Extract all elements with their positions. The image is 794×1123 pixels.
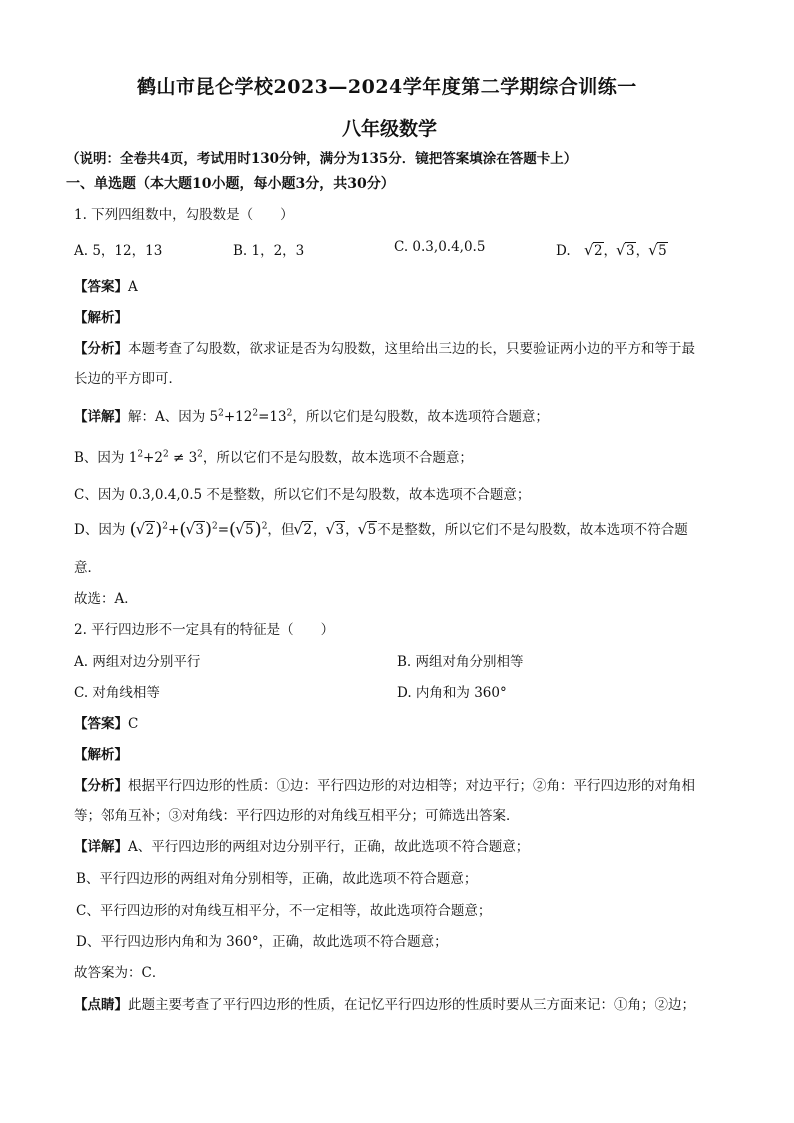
q1-option-a: A. 5，12，13 xyxy=(74,243,163,259)
q2-jiexi-heading: 【解析】 xyxy=(74,747,128,763)
sqrt-3: √ 3 xyxy=(617,243,636,259)
q2-detail-c: C、平行四边形的对角线互相平分，不一定相等，故此选项符合题意； xyxy=(76,903,492,919)
document-subtitle: 八年级数学 xyxy=(342,118,438,140)
q2-option-b: B. 两组对角分别相等 xyxy=(397,654,524,670)
q1-option-d: D. √ 2，√ 3，√ 5 xyxy=(556,239,668,259)
q2-dianjing: 【点睛】此题主要考查了平行四边形的性质，在记忆平行四边形的性质时要从三方面来记：①角；②边； xyxy=(74,997,695,1013)
q2-detail-a: 【详解】A、平行四边形的两组对边分别平行，正确，故此选项不符合题意； xyxy=(74,839,530,855)
q2-answer: 【答案】C xyxy=(74,716,139,732)
q2-detail-b: B、平行四边形的两组对角分别相等，正确，故此选项不符合题意； xyxy=(76,871,478,887)
q2-option-a: A. 两组对边分别平行 xyxy=(74,654,201,670)
sqrt-5: √ 5 xyxy=(649,243,668,259)
question-1-stem: 1. 下列四组数中，勾股数是（ ） xyxy=(74,207,294,223)
q1-option-d-label: D. xyxy=(556,243,571,259)
q1-detail-c: C、因为 0.3,0.4,0.5 不是整数，所以它们不是勾股数，故本选项不合题意； xyxy=(74,487,531,503)
question-2-stem: 2. 平行四边形不一定具有的特征是（ ） xyxy=(74,622,335,638)
q1-jiexi-heading: 【解析】 xyxy=(74,310,128,326)
section-heading: 一、单选题（本大题10小题，每小题3分，共30分） xyxy=(66,176,395,192)
q1-answer: 【答案】A xyxy=(74,279,138,295)
q1-analysis-line-2: 长边的平方即可． xyxy=(74,371,182,387)
document-title: 鹤山市昆仑学校2023—2024学年度第二学期综合训练一 xyxy=(137,76,637,98)
q1-detail-a: 【详解】解：A、因为 $5^2+12^2=13^2$，所以它们是勾股数，故本选项符合题意； xyxy=(74,408,549,425)
q1-detail-b: B、因为 $1^2+2^2 \ne 3^2$，所以它们不是勾股数，故本选项不合题意； xyxy=(74,449,473,466)
q2-analysis-line-2: 等；邻角互补；③对角线：平行四边形的对角线互相平分；可筛选出答案． xyxy=(74,808,520,824)
q1-analysis-line-1: 【分析】本题考查了勾股数，欲求证是否为勾股数，这里给出三边的长，只要验证两小边的平方和等于最 xyxy=(74,341,695,357)
q2-conclusion: 故答案为：C． xyxy=(74,965,166,981)
q1-detail-d: D、因为 (√ 2)$^2$+(√ 3)$^2$=(√ 5)$^2$，但√ 2，√ 3，√ 5不是整数，所以它们不是勾股数，故本选项不符合题 xyxy=(74,518,688,540)
sqrt-2: √ 2 xyxy=(585,243,604,259)
q2-option-d: D. 内角和为 360° xyxy=(397,685,507,701)
sqrt-2-sq: √ 2 xyxy=(137,522,156,538)
q2-analysis-line-1: 【分析】根据平行四边形的性质：①边：平行四边形的对边相等；对边平行；②角：平行四边形的对角相 xyxy=(74,778,695,794)
q2-option-c: C. 对角线相等 xyxy=(74,685,160,701)
q1-option-b: B. 1，2，3 xyxy=(233,243,305,259)
q1-detail-d-line-2: 意． xyxy=(74,560,101,576)
q1-option-c: C. 0.3,0.4,0.5 xyxy=(394,239,486,255)
sqrt-5-sq: √ 5 xyxy=(236,522,255,538)
sqrt-3-sq: √ 3 xyxy=(186,522,205,538)
q1-conclusion: 故选：A． xyxy=(74,591,138,607)
exam-instructions: （说明：全卷共4页，考试用时130分钟，满分为135分．镜把答案填涂在答题卡上） xyxy=(66,151,578,167)
q2-detail-d: D、平行四边形内角和为 360°，正确，故此选项不符合题意； xyxy=(76,934,448,950)
